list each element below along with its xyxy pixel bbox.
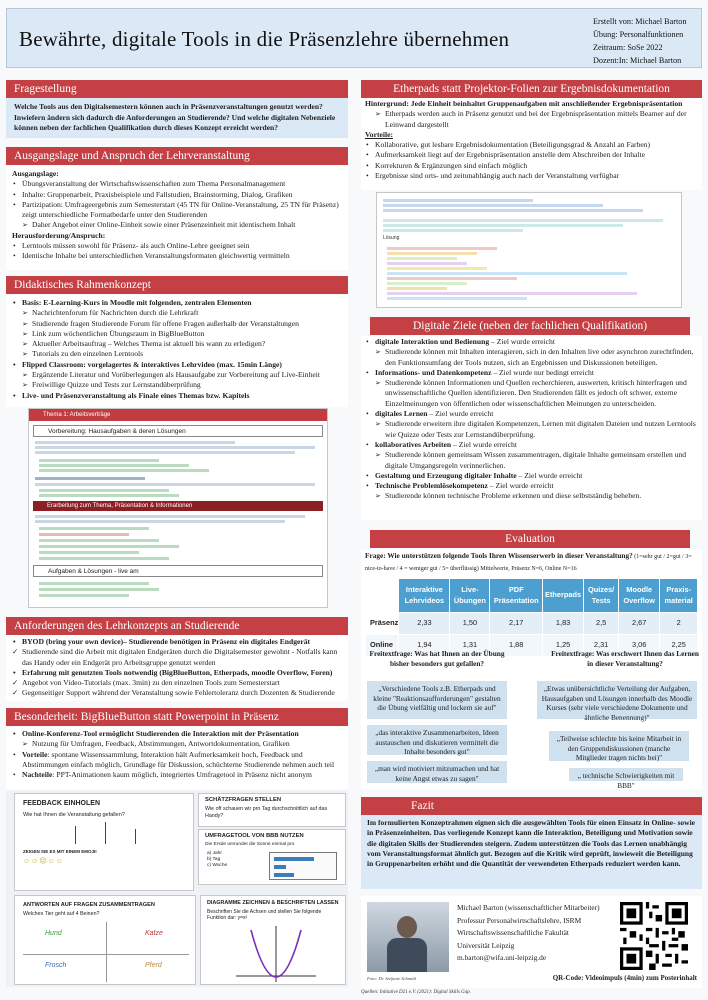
answer-pferd: Pferd xyxy=(145,962,162,969)
ausgangslage-box xyxy=(6,166,348,270)
anforderungen-heading: Anforderungen des Lehrkonzepts an Studierende xyxy=(6,617,348,635)
ziel-1-title: digitale Interaktion und Bedienung xyxy=(375,337,490,346)
slide-feedback-title: FEEDBACK EINHOLEN xyxy=(23,800,101,807)
fragestellung-heading: Fragestellung xyxy=(6,80,348,98)
ziel-1 xyxy=(365,337,698,347)
slide-diagramme-question: Beschriften Sie die Achsen und stellen Sie folgende Funktion dar: y=x² xyxy=(207,909,322,921)
slide-schaetzfragen xyxy=(198,793,346,827)
table-cell: 2,25 xyxy=(660,635,698,657)
ausgangslage-label: Ausgangslage: xyxy=(12,169,59,178)
slide-feedback xyxy=(14,793,194,891)
table-cell: 3,06 xyxy=(619,635,660,657)
bbb-box xyxy=(6,727,348,789)
umfrage-option-a: a) Jahr xyxy=(207,851,222,856)
ziel-3-status: – Ziel wurde erreicht xyxy=(427,409,494,419)
col-etherpads: Etherpads xyxy=(543,579,584,613)
table-cell: 1,50 xyxy=(450,613,490,635)
didaktik-sub-1: ➢ Nachrichtenforum für Nachrichten durch die Lehrkraft xyxy=(22,308,342,318)
table-cell: 2 xyxy=(660,613,698,635)
bbb-item-1: • Online-Konferenz-Tool ermöglicht Studierenden die Interaktion mit der Präsentation xyxy=(12,729,342,739)
ausgangslage-item-3: • Partizipation: Umfrageergebnis zum Semesterstart (45 TN für Online-Veranstaltung, 25 TN für Präsenz) zeigt unterschiedliche Formatbedarfe unter den Studierenden xyxy=(12,200,342,221)
anforderung-2: ✓ Studierende sind die Arbeit mit digitalen Endgeräten durch die Digitalsemester gewohnt - Notfalls kann das Handy oder ein Endgerät pro Arbeitsgruppe genutzt werden xyxy=(12,647,342,668)
anforderungen-box xyxy=(6,635,348,701)
evaluation-box xyxy=(361,549,702,789)
ziel-4-status: – Ziel wurde erreicht xyxy=(451,439,517,449)
quote-positive-1: „Verschiedene Tools z.B. Etherpads und kleine "Reaktionsaufforderungen" gestalten die Übung vielfältig und lockern sie auf" xyxy=(367,681,507,719)
ziel-4-title: kollaboratives Arbeiten xyxy=(375,439,452,449)
umfrage-option-b: b) Tag xyxy=(207,857,221,862)
evaluation-heading: Evaluation xyxy=(370,530,690,548)
quote-negative-3: „ technische Schwierigkeiten mit BBB" xyxy=(569,768,683,781)
ziel-6-sub: ➢ Studierende können technische Probleme erkennen und diese selbstständig beheben. xyxy=(375,491,698,501)
etherpads-heading: Etherpads statt Projektor-Folien zur Ergebnisdokumentation xyxy=(361,80,702,98)
slide-umfrage-title: UMFRAGETOOL VON BBB NUTZEN xyxy=(205,833,304,839)
etherpads-item-1: • Kollaborative, gut lesbare Ergebnisdokumentation (Beteiligungsgrad & Anzahl an Farben) xyxy=(365,140,698,150)
fragestellung-text: Welche Tools aus den Digitalsemestern können auch in Präsenzveranstaltungen genutzt werden? Inwiefern ändern sich dadurch die Anforderungen an Studierende? Und welche digitalen Nebenziele können neben der fachlichen Qualifikation durch dieses Konzept erreicht werden? xyxy=(14,102,336,132)
slide-umfrage xyxy=(198,829,346,885)
fazit-text: Im formulierten Konzeptrahmen eignen sich die ausgewählten Tools für einen Einsatz in Online- sowie in Präsenzeinheiten. Das vorliegende Konzept kann die Interaktion, Beteiligung und Motivation sowie die digitalen Skills der Studierenden steigern. Zudem unterstützen die Tools das Lernen unabhängig vom Veranstaltungsformat ähnlich gut. Bezogen auf die Kritik wird geprüft, inwieweit die Beteiligung in Gruppenarbeiten erhöht und die Quantität der verwendeten Etherpads reduziert werden kann. xyxy=(367,818,695,869)
slide-feedback-sub: ZEIGEN SIE ES MIT EINEM EMOJI! xyxy=(23,849,97,854)
ziel-2-title: Informations- und Datenkompetenz xyxy=(375,367,492,377)
qr-label: QR-Code: Videoimpuls (4min) zum Posterinhalt xyxy=(552,974,697,982)
slide-antworten xyxy=(14,895,196,985)
ziel-2 xyxy=(365,368,698,378)
poster-meta xyxy=(593,15,686,67)
sources-line: Quellen: Initiative D21 e.V. (2021): Digital Skills Gap. xyxy=(361,990,471,995)
anspruch-label: Herausforderung/Anspruch: xyxy=(12,230,106,240)
table-cell: 1,31 xyxy=(450,635,490,657)
table-cell: 1,88 xyxy=(490,635,543,657)
ziel-2-status: – Ziel wurde nur bedingt erreicht xyxy=(491,367,594,377)
moodle-screenshot xyxy=(28,408,328,608)
contact-faculty: Wirtschaftswissenschaftliche Fakultät xyxy=(457,928,569,938)
ausgangslage-sub: ➢ Daher Angebot einer Online-Einheit sowie einer Präsenzeinheit mit identischem Inhalt xyxy=(22,220,342,230)
anforderung-4: ✓ Angebot von Video-Tutorials (max. 3min) zu den einzelnen Tools zum Semesterstart xyxy=(12,678,342,688)
table-cell: 2,67 xyxy=(619,613,660,635)
freitext-question-2: Freitextfrage: Was erschwert Ihnen das Lernen in dieser Veranstaltung? xyxy=(551,649,699,668)
evaluation-question-block xyxy=(365,551,698,574)
answer-katze: Katze xyxy=(145,930,163,937)
umfrage-result-box xyxy=(269,852,337,880)
didaktik-heading: Didaktisches Rahmenkonzept xyxy=(6,276,348,294)
umfrage-option-c: c) Woche xyxy=(207,863,228,868)
ausgangslage-item-2: • Inhalte: Gruppenarbeit, Praxisbeispiele und Fallstudien, Brainstorming, Dialog, Grafiken xyxy=(12,190,342,200)
ziel-2-sub: ➢ Studierende können Informationen und Quellen recherchieren, auswerten, kritisch hinterfragen und unwissenschaftliche Quellen identifizieren. Den Studierenden fällt es jedoch oft schwer, externe Einzelmeinungen von öffentlichen oder wissenschaftlichen Meinungen zu unterscheiden. xyxy=(375,378,698,409)
didaktik-sub-5: ➢ Tutorials zu den einzelnen Lerntools xyxy=(22,349,342,359)
meta-author: Erstellt von: Michael Barton xyxy=(593,17,687,26)
etherpads-item-2: • Aufmerksamkeit liegt auf der Ergebnispräsentation anstelle dem Abschreiben der Inhalte xyxy=(365,150,698,160)
quote-positive-2: „das interaktive Zusammenarbeiten, Ideen austauschen und diskutieren vermittelt die Inhalte besonders gut" xyxy=(367,725,507,755)
evaluation-table-corner xyxy=(366,579,399,613)
table-cell: 1,94 xyxy=(399,635,450,657)
bbb-item-3 xyxy=(12,770,342,780)
anspruch-item-1: • Lerntools müssen sowohl für Präsenz- als auch Online-Lehre geeignet sein xyxy=(12,241,342,251)
ziel-3-sub: ➢ Studierende erweitern ihre digitalen Kompetenzen, Lernen mit digitalen Dateien und nutzen Lerntools wie Quizze oder Tests zur Lernstandüberprüfung. xyxy=(375,419,698,440)
slide-diagramme-title: DIAGRAMME ZEICHNEN & BESCHRIFTEN LASSEN xyxy=(207,900,339,906)
fragestellung-box xyxy=(6,98,348,138)
didaktik-sub-4: ➢ Aktueller Arbeitsauftrag – Welches Thema ist aktuell bis wann zu erledigen? xyxy=(22,339,342,349)
didaktik-box xyxy=(6,295,348,407)
emoji-row-icon: ☺☺☹☺☺ xyxy=(23,858,64,865)
bbb-slides-area xyxy=(6,791,348,987)
portrait-photo xyxy=(367,902,449,972)
qr-code-icon[interactable] xyxy=(619,902,689,970)
table-cell: 2,33 xyxy=(399,613,450,635)
ausgangslage-heading: Ausgangslage und Anspruch der Lehrveranstaltung xyxy=(6,147,348,165)
anforderung-5: ✓ Gegenseitiger Support während der Veranstaltung sowie Fehlertoleranz durch Dozenten & Studierende xyxy=(12,688,342,698)
col-lehrvideos: Interaktive Lehrvideos xyxy=(399,579,450,613)
ausgangslage-item-1: • Übungsveranstaltung der Wirtschaftswissenschaften zum Thema Personalmanagement xyxy=(12,179,342,189)
table-row xyxy=(366,613,698,635)
bbb-nachteile-label: Nachteile xyxy=(22,770,53,780)
contact-university: Universität Leipzig xyxy=(457,940,515,950)
evaluation-table xyxy=(365,578,698,657)
ziel-3-title: digitales Lernen xyxy=(375,409,428,419)
meta-course: Übung: Personalfunktionen xyxy=(593,30,684,39)
slide-antworten-title: ANTWORTEN AUF FRAGEN ZUSAMMENTRAGEN xyxy=(23,902,155,908)
ziel-6 xyxy=(365,481,698,491)
ziel-1-status: – Ziel wurde erreicht xyxy=(489,337,555,346)
meta-lecturer: Dozent:In: Michael Barton xyxy=(593,56,682,65)
anspruch-item-2: • Identische Inhalte bei unterschiedlichen Veranstaltungsformaten gleichwertig vermitteln xyxy=(12,251,342,261)
ziele-box xyxy=(361,336,702,520)
ziel-4-sub: ➢ Studierende können gemeinsam Wissen zusammentragen, digitale Inhalte gemeinsam erstellen und digitale Umgangsregeln verinnerlichen. xyxy=(375,450,698,471)
col-live-uebungen: Live-Übungen xyxy=(450,579,490,613)
etherpads-vorteile-label: Vorteile: xyxy=(365,129,393,139)
contact-name: Michael Barton (wissenschaftlicher Mitarbeiter) xyxy=(457,903,600,912)
didaktik-sub-3: ➢ Link zum wöchentlichen Übungsraum in BigBlueButton xyxy=(22,329,342,339)
slide-diagramme xyxy=(200,895,346,985)
moodle-block-3: Aufgaben & Lösungen - live am xyxy=(33,565,323,577)
ziel-6-title: Technische Problemlösekompetenz xyxy=(375,481,488,491)
fazit-box xyxy=(361,815,702,889)
etherpad-loesung-label: Lösung xyxy=(383,235,400,241)
slide-antworten-question: Welches Tier geht auf 4 Beinen? xyxy=(23,911,100,917)
slide-umfrage-question: Die Ersde umrundet die Sonne einmal pro xyxy=(205,842,295,847)
didaktik-sub-2: ➢ Studierende fragen Studierende Forum für offene Fragen außerhalb der Veranstaltungen xyxy=(22,319,342,329)
ziele-heading: Digitale Ziele (neben der fachlichen Qualifikation) xyxy=(370,317,690,335)
ziel-5 xyxy=(365,471,698,481)
poster-title: Bewährte, digitale Tools in die Präsenzlehre übernehmen xyxy=(19,27,510,51)
didaktik-sub-6: ➢ Ergänzende Literatur und Vorüberlegungen als Hausaufgabe zur Vorbereitung auf Live-Einheit xyxy=(22,370,342,380)
contact-box xyxy=(361,896,702,988)
bbb-heading: Besonderheit: BigBlueButton statt Powerpoint in Präsenz xyxy=(6,708,348,726)
ziel-4 xyxy=(365,440,698,450)
anforderung-byod: • BYOD (bring your own device)– Studierende benötigen in Präsenz ein digitales Endgerät xyxy=(12,637,342,647)
col-moodle-overflow: Moodle Overflow xyxy=(619,579,660,613)
didaktik-item-2: • Flipped Classroom: vorgelagertes & interaktives Lehrvideo (max. 15min Länge) xyxy=(12,360,342,370)
bbb-vorteile-text: : spontane Wissenssammlung, Interaktion hält Aufmerksamkeit hoch, Feedback und Abstimmungen einfach möglich, Grundlage für Diskussion, schüchterne Studierende nehmen auch teil xyxy=(22,749,335,769)
ziel-3 xyxy=(365,409,698,419)
etherpads-item-4: • Ergebnisse sind orts- und zeitunabhängig auch nach der Veranstaltung verfügbar xyxy=(365,171,698,181)
photo-credit: Foto: Dr. Stefanie Schmidt xyxy=(367,976,416,981)
answer-hund: Hund xyxy=(45,930,62,937)
table-cell: 2,31 xyxy=(584,635,619,657)
etherpads-box xyxy=(361,98,702,190)
poster-header xyxy=(6,8,702,68)
bbb-vorteile-label: Vorteile xyxy=(22,749,48,759)
bbb-sub-1: ➢ Nutzung für Umfragen, Feedback, Abstimmungen, Antwortdokumentation, Grafiken xyxy=(22,739,342,749)
table-cell: 2,5 xyxy=(584,613,619,635)
slide-schaetz-question: Wie oft schauen wir pro Tag durchschnittlich auf das Handy? xyxy=(205,806,328,819)
table-cell: 1,25 xyxy=(543,635,584,657)
didaktik-item-1: • Basis: E-Learning-Kurs in Moodle mit folgenden, zentralen Elementen xyxy=(12,298,342,308)
answer-frosch: Frosch xyxy=(45,962,67,969)
ziel-5-title: Gestaltung und Erzeugung digitaler Inhalte xyxy=(375,470,517,480)
etherpad-screenshot xyxy=(376,192,682,308)
col-pdf: PDF Präsentation xyxy=(490,579,543,613)
row-label-praesenz: Präsenz xyxy=(366,613,399,635)
table-cell: 1,83 xyxy=(543,613,584,635)
moodle-block-2: Erarbeitung zum Thema, Präsentation & Informationen xyxy=(33,501,323,511)
bbb-item-2 xyxy=(12,750,342,771)
evaluation-table-wrap xyxy=(365,578,698,657)
contact-lines xyxy=(457,902,600,965)
quote-negative-1: „Etwas unübersichtliche Verteilung der Aufgaben, Hausaufgaben und Lösungen innerhalb des Moodle Kurses (sehr viele verschiedene Dokumente und ähnliche Benennung)" xyxy=(537,681,697,719)
slide-schaetz-title: SCHÄTZFRAGEN STELLEN xyxy=(205,797,282,803)
anforderung-3: • Erfahrung mit genutzten Tools notwendig (BigBlueButton, Etherpads, moodle Overflow, Foren) xyxy=(12,668,342,678)
bbb-nachteile-text: : PPT-Animationen kaum möglich, integriertes Umfragetool in Präsenz nicht anonym xyxy=(52,770,312,780)
contact-email[interactable]: m.barton@wifa.uni-leipzig.de xyxy=(457,953,547,963)
quote-positive-3: „man wird motiviert mitzumachen und hat keine Angst etwas zu sagen" xyxy=(367,761,507,783)
ziel-1-sub: ➢ Studierende können mit Inhalten interagieren, sich in den Inhalten live oder asynchron zurechtfinden, den Funktionsumfang der Tools nutzen, sich an Ergebnissen und Diskussionen beteiligen. xyxy=(375,347,698,368)
col-quizes: Quizes/ Tests xyxy=(584,579,619,613)
col-praxismaterial: Praxis-material xyxy=(660,579,698,613)
fazit-heading: Fazit xyxy=(361,797,702,815)
freitext-question-1: Freitextfrage: Was hat Ihnen an der Übung bisher besonders gut gefallen? xyxy=(369,649,505,668)
row-label-online: Online xyxy=(366,635,399,657)
etherpads-item-3: • Korrekturen & Ergänzungen sind einfach möglich xyxy=(365,161,698,171)
evaluation-scale: (1=sehr gut / 2=gut / 3= nice-to-have / 4 = weniger gut / 5= überflüssig) Mittelwerte, Präsenz N=6, Online N=16 xyxy=(365,554,692,572)
meta-period: Zeitraum: SoSe 2022 xyxy=(593,43,663,52)
table-cell: 2,17 xyxy=(490,613,543,635)
quote-negative-2: „Teilweise schlechte bis keine Mitarbeit in den Gruppendiskussionen (manche Mitglieder tragen nichts bei)" xyxy=(549,731,689,761)
ziel-5-status: – Ziel wurde erreicht xyxy=(516,470,583,480)
slide-umfrage-options xyxy=(207,851,227,869)
etherpads-sub: ➢ Etherpads werden auch in Präsenz genutzt und bei der Ergebnispräsentation mittels Beamer auf der Leinwand dargestellt xyxy=(375,109,698,130)
moodle-block-1: Vorbereitung: Hausaufgaben & deren Lösungen xyxy=(33,425,323,437)
ziel-6-status: – Ziel wurde erreicht xyxy=(487,481,554,491)
parabola-sketch xyxy=(231,924,321,984)
didaktik-item-3: • Live- und Präsenzveranstaltung als Finale eines Themas bzw. Kapitels xyxy=(12,391,342,401)
moodle-theme-bar: Thema 1: Arbeitsverträge xyxy=(29,409,328,421)
etherpads-lead: Hintergrund: Jede Einheit beinhaltet Gruppenaufgaben mit anschließender Ergebnispräsentation xyxy=(365,99,683,108)
slide-feedback-question: Wie hat Ihnen die Veranstaltung gefallen? xyxy=(23,812,125,818)
didaktik-sub-7: ➢ Freiwillige Quizze und Tests zur Lernstandüberprüfung xyxy=(22,380,342,390)
evaluation-question: Frage: Wie unterstützen folgende Tools Ihren Wissenserwerb in dieser Veranstaltung? xyxy=(365,551,633,560)
contact-chair: Professur Personalwirtschaftslehre, ISRM xyxy=(457,915,582,925)
